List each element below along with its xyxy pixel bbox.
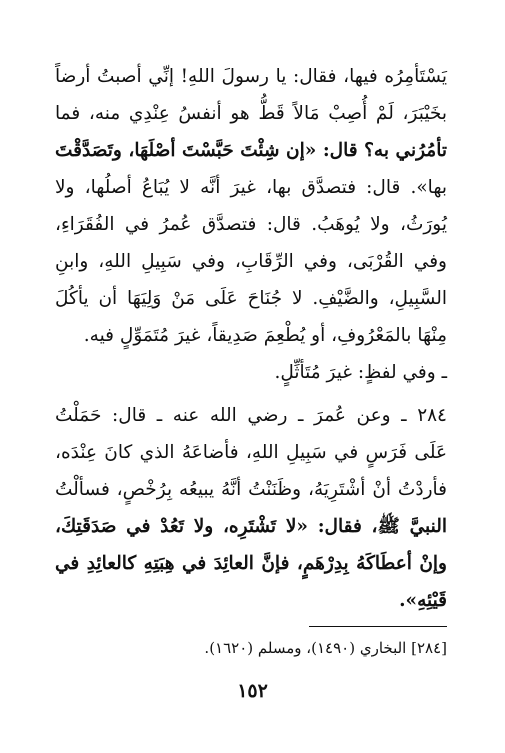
hadith-284 bbox=[55, 397, 447, 619]
text-line: بخَيْبَرَ، لَمْ أُصِبْ مَالاً قَطُّ هو أنفسُ عِنْدِي منه، فما bbox=[55, 103, 447, 124]
footnote-divider bbox=[309, 626, 447, 627]
text-line: يَسْتَأمِرُه فيها، فقال: يا رسولَ اللهِ! إنِّي أصبتُ أرضاً bbox=[55, 66, 447, 87]
text-line: النبيَّ ﷺ، فقال: «لا تَشْتَرِه، ولا تَعُدْ في صَدَقَتِكَ، bbox=[55, 516, 447, 537]
hadith-text-continued bbox=[55, 58, 447, 354]
page-number: ١٥٢ bbox=[237, 680, 268, 702]
text-line: يُورَثُ، ولا يُوهَبُ. قال: فتصدَّق عُمرُ في الفُقَرَاءِ، bbox=[55, 214, 447, 235]
text-line: بها». قال: فتصدَّق بها، غيرَ أنَّه لا يُبَاعُ أصلُها، ولا bbox=[55, 177, 447, 198]
text-line: تأمُرُني به؟ قال: «إن شِئْتَ حَبَّسْتَ أصْلَهَا، وتَصَدَّقْتَ bbox=[55, 140, 447, 161]
text-line: وإنْ أعطَاكَهُ بِدِرْهَمٍ، فإنَّ العائِدَ في هِبَتِهِ كالعائِدِ في bbox=[55, 553, 447, 574]
variant-wording-note bbox=[55, 354, 447, 391]
footnote-reference: [٢٨٤] البخاري (١٤٩٠)، ومسلم (١٦٢٠). bbox=[204, 639, 447, 657]
text-line: عَلَى فَرَسٍ في سَبِيلِ اللهِ، فأضاعَهُ الذي كانَ عِنْدَه، bbox=[55, 442, 447, 463]
text-line: ـ وفي لفظٍ: غيرَ مُتَأثِّلٍ. bbox=[274, 362, 447, 383]
text-line: فأردْتُ أنْ أشْتَرِيَهُ، وظَنَنْتُ أنَّهُ يبيعُه بِرُخْصٍ، فسألْتُ bbox=[55, 479, 447, 500]
text-line: ٢٨٤ ـ وعن عُمرَ ـ رضي الله عنه ـ قال: حَمَلْتُ bbox=[55, 405, 447, 426]
text-line: قَيْئِهِ». bbox=[399, 590, 447, 611]
text-line: السَّبِيلِ، والضَّيْفِ. لا جُنَاحَ عَلَى مَنْ وَلِيَهَا أن يأكُلَ bbox=[55, 288, 447, 309]
text-line: مِنْهَا بالمَعْرُوفِ، أو يُطْعِمَ صَدِيقاً، غيرَ مُتَمَوِّلٍ فيه. bbox=[83, 325, 447, 346]
text-line: وفي القُرْبَى، وفي الرِّقَابِ، وفي سَبِيلِ اللهِ، وابنِ bbox=[55, 251, 447, 272]
